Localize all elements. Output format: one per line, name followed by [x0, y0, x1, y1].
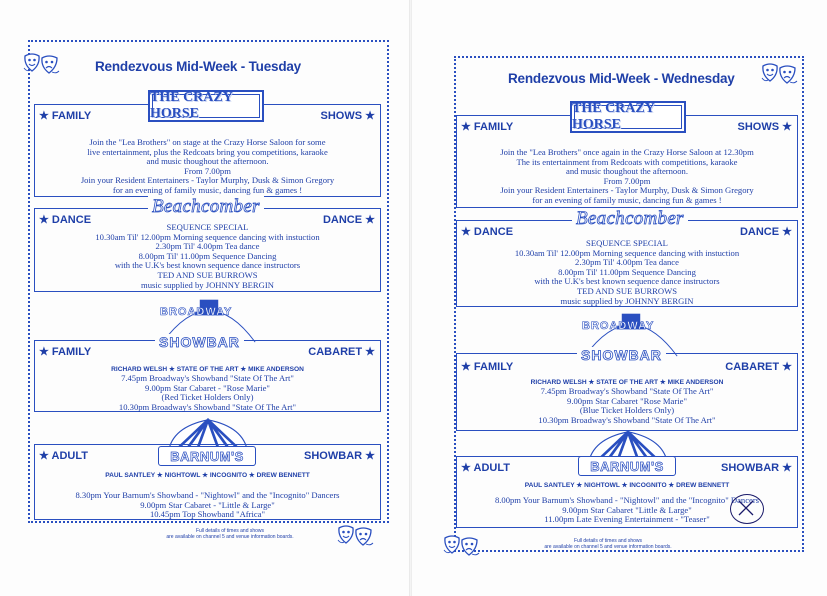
crazy-horse-logo: THE CRAZY HORSE	[148, 90, 264, 122]
tag-showbar: SHOWBAR ★	[721, 462, 792, 474]
tag-dance: ★ DANCE	[461, 226, 514, 238]
beachcomber-section	[34, 208, 381, 292]
tag-dance: ★ DANCE	[39, 214, 92, 226]
theatre-masks-icon	[760, 60, 798, 86]
barnums-text: 8.00pm Your Barnum's Showband - "Nightowl" and the "Incognito" Dancers 9.00pm Star Cabaret "Little & Large" 11.00pm Late Evening Entertainment - "Teaser"	[494, 495, 760, 525]
tag-showbar: SHOWBAR ★	[304, 450, 375, 462]
right-page	[412, 0, 827, 596]
broadway-text: 7.45pm Broadway's Showband "State Of The Art" 9.00pm Star Cabaret - "Rose Marie" (Red Ticket Holders Only) 10.30pm Broadway's Showband "State Of The Art"	[118, 373, 297, 412]
broadway-logo-top: BROADWAY	[582, 320, 655, 332]
tag-adult: ★ ADULT	[461, 462, 510, 474]
page-title: Rendezvous Mid-Week - Wednesday	[508, 71, 735, 86]
theatre-masks-icon	[442, 532, 480, 558]
beachcomber-text: SEQUENCE SPECIAL 10.30am Til' 12.00pm Morning sequence dancing with instuction 2.30pm Til' 4.00pm Tea dance 8.00pm Til' 11.00pm Sequence Dancing with the U.K's best known sequence dance instructors TED AND SUE BURROWS music supplied by JOHNNY BERGIN	[95, 222, 320, 290]
tag-shows: SHOWS ★	[320, 110, 375, 122]
barnums-acts: PAUL SANTLEY ★ NIGHTOWL ★ INCOGNITO ★ DREW BENNETT	[105, 472, 310, 479]
broadway-logo-bottom: SHOWBAR	[155, 334, 244, 350]
tag-family: ★ FAMILY	[461, 121, 514, 133]
broadway-section	[456, 353, 798, 431]
crazy-horse-logo: THE CRAZY HORSE	[570, 101, 686, 133]
barnums-logo: BARNUM'S	[158, 446, 256, 466]
barnums-text: 8.30pm Your Barnum's Showband - "Nightowl" and the "Incognito" Dancers 9.00pm Star Cabaret - "Little & Large" 10.45pm Top Showband "Africa"	[75, 490, 340, 520]
tag-cabaret: CABARET ★	[725, 361, 792, 373]
beachcomber-logo: Beachcomber	[572, 208, 688, 230]
broadway-section	[34, 340, 381, 412]
beachcomber-section	[456, 220, 798, 307]
tag-family: ★ FAMILY	[39, 110, 92, 122]
tag-adult: ★ ADULT	[39, 450, 88, 462]
left-page	[0, 0, 410, 596]
crazy-horse-text: Join the "Lea Brothers" on stage at the Crazy Horse Saloon for some live entertainment, plus the Redcoats bring you competitions, karaoke and music thoughout the afternoon. From 7.00pm Join your Resident Entertainers - Taylor Murphy, Dusk & Simon Gregory for an evening of family music, dancing fun & games !	[80, 137, 335, 195]
broadway-acts: RICHARD WELSH ★ STATE OF THE ART ★ MIKE ANDERSON	[111, 366, 304, 373]
crazy-horse-text: Join the "Lea Brothers" once again in the Crazy Horse Saloon at 12.30pm The its entertainment from Redcoats with competitions, karaoke and music thoughout the afternoon. From 7.00pm Join your Resident Entertainers - Taylor Murphy, Dusk & Simon Gregory for an evening of family music, dancing fun & games !	[500, 147, 754, 205]
broadway-acts: RICHARD WELSH ★ STATE OF THE ART ★ MIKE ANDERSON	[530, 379, 724, 386]
footer-note: Full details of times and shows are available on channel 5 and venue information boards.	[544, 538, 672, 550]
barnums-logo: BARNUM'S	[578, 456, 676, 476]
barnums-acts: PAUL SANTLEY ★ NIGHTOWL ★ INCOGNITO ★ DREW BENNETT	[524, 482, 730, 489]
tag-family: ★ FAMILY	[39, 346, 92, 358]
footer-note: Full details of times and shows are available on channel 5 and venue information boards.	[166, 528, 294, 540]
theatre-masks-icon	[22, 50, 60, 76]
tag-family: ★ FAMILY	[461, 361, 514, 373]
theatre-masks-icon	[336, 522, 374, 548]
broadway-logo-bottom: SHOWBAR	[577, 347, 666, 363]
handwritten-circle-mark	[730, 494, 764, 524]
broadway-logo-top: BROADWAY	[160, 306, 233, 318]
tag-cabaret: CABARET ★	[308, 346, 375, 358]
page-title: Rendezvous Mid-Week - Tuesday	[95, 59, 301, 74]
beachcomber-text: SEQUENCE SPECIAL 10.30am Til' 12.00pm Morning sequence dancing with instuction 2.30pm Til' 4.00pm Tea dance 8.00pm Til' 11.00pm Sequence Dancing with the U.K's best known sequence dance instructors TED AND SUE BURROWS music supplied by JOHNNY BERGIN	[514, 238, 740, 306]
tag-shows: SHOWS ★	[737, 121, 792, 133]
tag-dance: DANCE ★	[322, 214, 375, 226]
tag-dance: DANCE ★	[739, 226, 792, 238]
beachcomber-logo: Beachcomber	[148, 196, 264, 218]
broadway-text: 7.45pm Broadway's Showband "State Of The Art" 9.00pm Star Cabaret "Rose Marie" (Blue Ticket Holders Only) 10.30pm Broadway's Showband "State Of The Art"	[538, 386, 716, 425]
